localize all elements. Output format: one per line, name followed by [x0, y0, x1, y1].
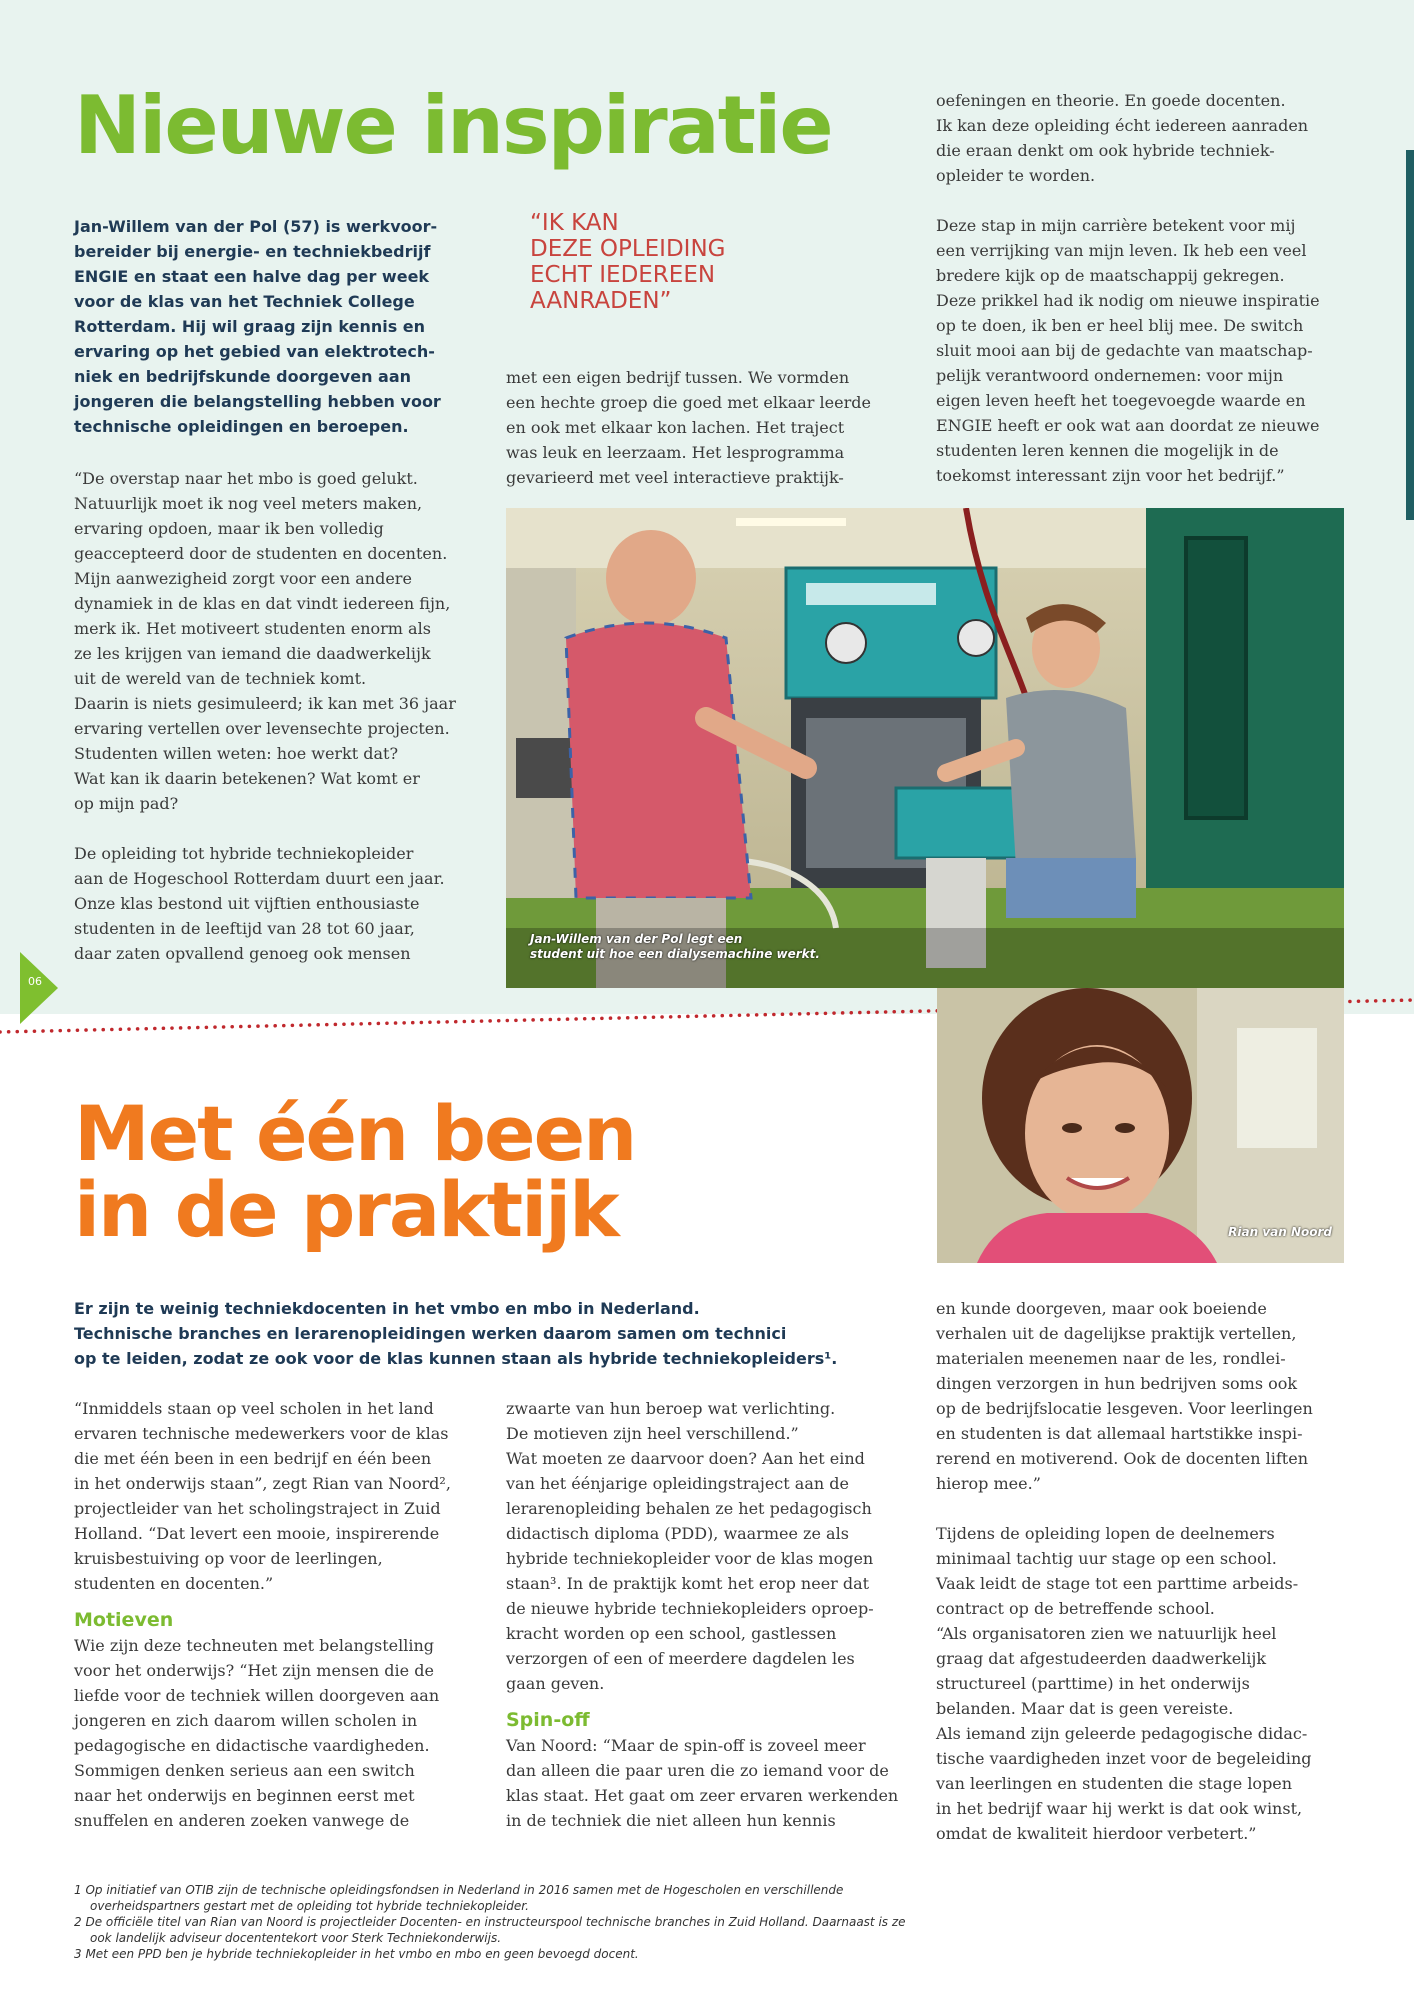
page-marker-triangle — [20, 952, 58, 1024]
article2-column-2 — [506, 1396, 926, 1858]
subheading-spin-off: Spin-off — [506, 1709, 590, 1731]
portrait-illustration — [937, 988, 1344, 1263]
footnote: 3 Met een PPD ben je hybride techniekopleider in het vmbo en mbo en geen bevoegd docent. — [74, 1947, 639, 1961]
footnote: 1 Op initiatief van OTIB zijn de technische opleidingsfondsen in Nederland in 2016 samen met de Hogescholen en verschillende overheidspartners gestart met de opleiding tot hybride techniekopleider. — [74, 1883, 844, 1913]
photo-caption-2: Rian van Noord — [1228, 1225, 1332, 1239]
paragraph: oefeningen en theorie. En goede docenten. Ik kan deze opleiding écht iedereen aanraden die eraan denkt om ook hybride techniek- opleider te worden. — [936, 91, 1309, 185]
pull-quote: “IK KAN DEZE OPLEIDING ECHT IEDEREEN AANRADEN” — [530, 210, 726, 314]
article-title-1: Nieuwe inspiratie — [74, 79, 832, 172]
photo-dialysis-machine — [506, 508, 1344, 988]
article2-column-1 — [74, 1396, 494, 1858]
title-line: in de praktijk — [74, 1165, 618, 1254]
photo-portrait — [937, 988, 1344, 1263]
lead-line: Technische branches en lerarenopleidingen werken daarom samen om technici — [74, 1324, 787, 1343]
paragraph: Deze stap in mijn carrière betekent voor mij een verrijking van mijn leven. Ik heb een veel bredere kijk op de maatschappij gekregen. Deze prikkel had ik nodig om nieuwe inspiratie op te doen, ik ben er heel blij mee. De switch sluit mooi aan bij de gedachte van maatschap- pelijk verantwoord ondernemen: voor mijn eigen leven heeft het toegevoegde waarde en ENGIE heeft er ook wat aan doordat ze nieuwe studenten leren kennen die mogelijk in de toekomst interessant zijn voor het bedrijf.” — [936, 216, 1320, 485]
article-title-2 — [74, 1089, 636, 1254]
title-line: Met één been — [74, 1089, 636, 1178]
article1-column-1 — [74, 466, 494, 991]
paragraph: en kunde doorgeven, maar ook boeiende verhalen uit de dagelijkse praktijk vertellen, materialen meenemen naar de les, rondlei- dingen verzorgen in hun bedrijven soms ook op de bedrijfslocatie lesgeven. Voor leerlingen en studenten is dat allemaal hartstikke inspi- rerend en motiverend. Ook de docenten liften hierop mee.” — [936, 1299, 1313, 1493]
subheading-motieven: Motieven — [74, 1609, 174, 1631]
paragraph: Van Noord: “Maar de spin-off is zoveel meer dan alleen die paar uren die zo iemand voor de klas staat. Het gaat om zeer ervaren werkenden in de techniek die niet alleen hun kennis — [506, 1736, 899, 1830]
paragraph: Wie zijn deze techneuten met belangstelling voor het onderwijs? “Het zijn mensen die de liefde voor de techniek willen doorgeven aan jongeren en zich daarom willen scholen in pedagogische en didactische vaardigheden. Sommigen denken serieus aan een switch naar het onderwijs en beginnen eerst met snuffelen en anderen zoeken vanwege de — [74, 1636, 440, 1830]
footnotes — [74, 1882, 924, 1962]
article1-column-3 — [936, 88, 1356, 513]
lead-line: Er zijn te weinig techniekdocenten in het vmbo en mbo in Nederland. — [74, 1299, 700, 1318]
edge-accent-bar — [1406, 150, 1414, 520]
page-number: 06 — [28, 975, 42, 988]
lead-line: op te leiden, zodat ze ook voor de klas kunnen staan als hybride techniekopleiders¹. — [74, 1349, 838, 1368]
paragraph: De opleiding tot hybride techniekopleider aan de Hogeschool Rotterdam duurt een jaar. Onze klas bestond uit vijftien enthousiaste studenten in de leeftijd van 28 tot 60 jaar, daar zaten opvallend genoeg ook mensen — [74, 844, 445, 963]
paragraph: zwaarte van hun beroep wat verlichting. De motieven zijn heel verschillend.” Wat moeten ze daarvoor doen? Aan het eind van het éénjarige opleidingstraject aan de lerarenopleiding behalen ze het pedagogisch didactisch diploma (PDD), waarmee ze als hybride techniekopleider voor de klas mogen staan³. In de praktijk komt het erop neer dat de nieuwe hybride techniekopleiders oproep- kracht worden op een school, gastlessen verzorgen of een of meerdere dagdelen les gaan geven. — [506, 1399, 874, 1693]
footnote: 2 De officiële titel van Rian van Noord is projectleider Docenten- en instructeurspool technische branches in Zuid Holland. Daarnaast is ze ook landelijk adviseur docententekort voor Sterk Techniekonderwijs. — [74, 1915, 906, 1945]
photo-illustration — [506, 508, 1344, 988]
article-lead-1: Jan-Willem van der Pol (57) is werkvoor- bereider bij energie- en techniekbedrijf ENGIE en staat een halve dag per week voor de klas van het Techniek College Rotterdam. Hij wil graag zijn kennis en ervaring op het gebied van elektrotech- niek en bedrijfskunde doorgeven aan jongeren die belangstelling hebben voor technische opleidingen en beroepen. — [74, 217, 441, 436]
article1-column-2 — [506, 365, 926, 515]
photo-caption-1: Jan-Willem van der Pol legt een student uit hoe een dialysemachine werkt. — [530, 932, 820, 961]
paragraph: met een eigen bedrijf tussen. We vormden een hechte groep die goed met elkaar leerde en ook met elkaar kon lachen. Het traject was leuk en leerzaam. Het lesprogramma gevarieerd met veel interactieve praktijk- — [506, 368, 871, 487]
paragraph: Tijdens de opleiding lopen de deelnemers minimaal tachtig uur stage op een school. Vaak leidt de stage tot een parttime arbeids- contract op de betreffende school. “Als organisatoren zien we natuurlijk heel graag dat afgestudeerden daadwerkelijk structureel (parttime) in het onderwijs belanden. Maar dat is geen vereiste. Als iemand zijn geleerde pedagogische didac- tische vaardigheden inzet voor de begeleiding van leerlingen en studenten die stage lopen in het bedrijf waar hij werkt is dat ook winst, omdat de kwaliteit hierdoor verbetert.” — [936, 1524, 1312, 1843]
article-lead-2 — [74, 1296, 934, 1371]
article2-column-3 — [936, 1296, 1356, 1871]
paragraph: “Inmiddels staan op veel scholen in het land ervaren technische medewerkers voor de klas die met één been in een bedrijf en één been in het onderwijs staan”, zegt Rian van Noord², projectleider van het scholingstraject in Zuid Holland. “Dat levert een mooie, inspirerende kruisbestuiving op voor de leerlingen, studenten en docenten.” — [74, 1399, 451, 1593]
paragraph: “De overstap naar het mbo is goed gelukt. Natuurlijk moet ik nog veel meters maken, ervaring opdoen, maar ik ben volledig geaccepteerd door de studenten en docenten. Mijn aanwezigheid zorgt voor een andere dynamiek in de klas en dat vindt iedereen fijn, merk ik. Het motiveert studenten enorm als ze les krijgen van iemand die daadwerkelijk uit de wereld van de techniek komt. Daarin is niets gesimuleerd; ik kan met 36 jaar ervaring vertellen over levensechte projecten. Studenten willen weten: hoe werkt dat? Wat kan ik daarin betekenen? Wat komt er op mijn pad? — [74, 469, 456, 813]
